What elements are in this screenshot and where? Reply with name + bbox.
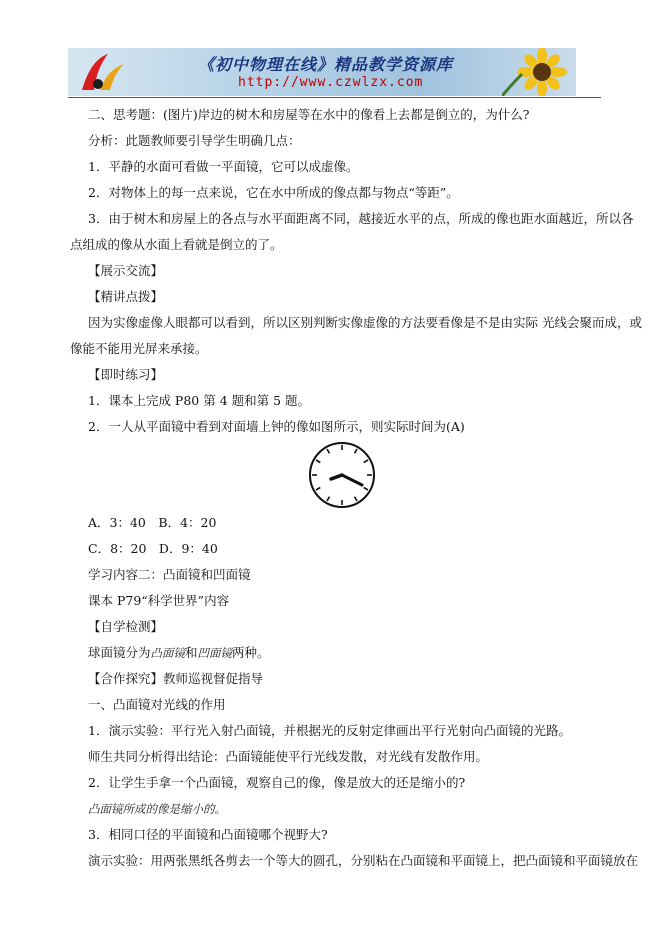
handwritten-answer: 凸面镜所成的像是缩小的。 <box>88 802 226 816</box>
point-3-line2: 点组成的像从水面上看就是倒立的了。 <box>70 237 283 252</box>
explain-line2: 像能不能用光屏来承接。 <box>70 341 208 356</box>
self-check-answer <box>88 645 608 661</box>
explain-line1: 因为实像虚像人眼都可以看到，所以区别判断实像虚像的方法要看像是不是由实际 光线会聚而成，或 <box>88 315 642 330</box>
clock-icon <box>307 440 377 510</box>
section-show-exchange: 【展示交流】 <box>88 263 164 278</box>
textbook-ref: 课本 P79“科学世界”内容 <box>88 593 230 608</box>
question-3: 3．相同口径的平面镜和凸面镜哪个视野大? <box>88 827 328 842</box>
logo-icon <box>74 50 134 94</box>
header-divider <box>68 97 601 98</box>
answer-and: 和 <box>185 645 198 660</box>
study-content-2: 学习内容二：凸面镜和凹面镜 <box>88 567 251 582</box>
handwritten-convex-mirror: 凸面镜 <box>150 646 186 660</box>
header-banner <box>68 48 576 96</box>
option-cd: C．8：20 D．9：40 <box>88 541 218 556</box>
analysis-intro: 分析：此题教师要引导学生明确几点： <box>88 133 301 148</box>
point-2: 2．对物体上的每一点来说，它在水中所成的像点都与物点“等距”。 <box>88 185 459 200</box>
sunflower-icon <box>502 48 572 96</box>
practice-1: 1．课本上完成 P80 第 4 题和第 5 题。 <box>88 393 311 408</box>
answer-prefix: 球面镜分为 <box>88 645 151 660</box>
convex-effect-title: 一、凸面镜对光线的作用 <box>88 697 226 712</box>
section-self-check: 【自学检测】 <box>88 619 164 634</box>
section-cooperative: 【合作探究】教师巡视督促指导 <box>88 671 264 686</box>
banner-title: 《初中物理在线》精品教学资源库 <box>198 55 454 74</box>
option-ab: A．3：40 B．4：20 <box>88 515 217 530</box>
question-title: 二、思考题：(图片)岸边的树木和房屋等在水中的像看上去都是倒立的，为什么? <box>88 107 530 122</box>
point-1: 1．平静的水面可看做一平面镜，它可以成虚像。 <box>88 159 359 174</box>
section-practice: 【即时练习】 <box>88 367 164 382</box>
demo-2: 演示实验：用两张黑纸各剪去一个等大的圆孔，分别粘在凸面镜和平面镜上，把凸面镜和平面镜放在 <box>88 853 639 868</box>
answer-suffix: 两种。 <box>232 645 270 660</box>
banner-url[interactable]: http://www.czwlzx.com <box>238 75 424 90</box>
point-3-line1: 3．由于树木和房屋上的各点与水平面距离不同，越接近水平的点，所成的像也距水面越近，所以各 <box>88 211 634 226</box>
question-2: 2．让学生手拿一个凸面镜，观察自己的像，像是放大的还是缩小的? <box>88 775 466 790</box>
demo-1: 1．演示实验：平行光入射凸面镜，并根据光的反射定律画出平行光射向凸面镜的光路。 <box>88 723 571 738</box>
practice-2: 2．一人从平面镜中看到对面墙上钟的像如图所示，则实际时间为(A) <box>88 419 465 434</box>
conclusion: 师生共同分析得出结论：凸面镜能使平行光线发散，对光线有发散作用。 <box>88 749 489 764</box>
section-explain: 【精讲点拨】 <box>88 289 164 304</box>
handwritten-concave-mirror: 凹面镜 <box>197 646 233 660</box>
